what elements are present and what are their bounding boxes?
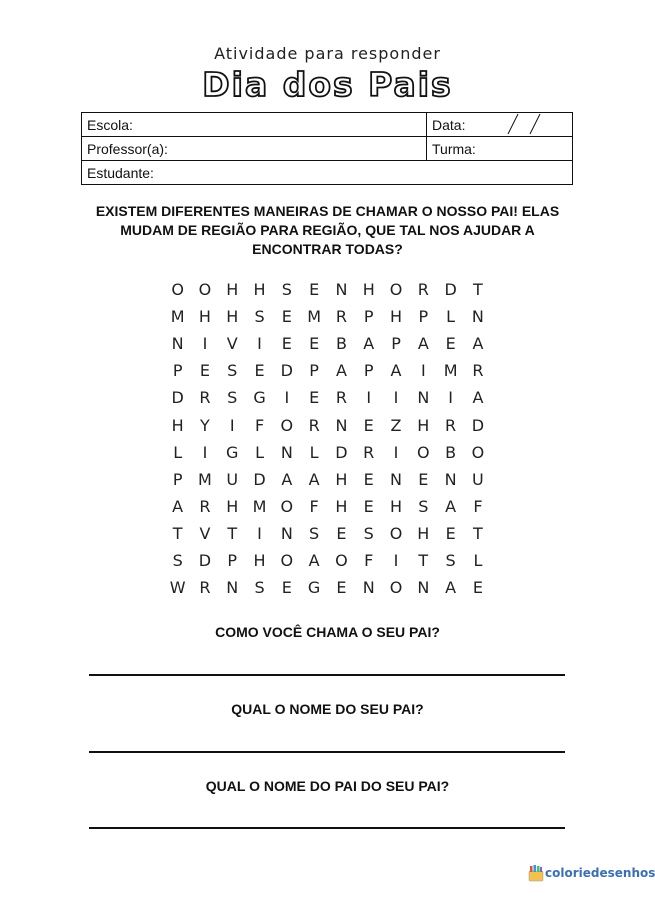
grid-letter[interactable]: N <box>280 442 293 462</box>
grid-letter[interactable]: R <box>363 442 375 462</box>
grid-letter[interactable]: R <box>445 415 457 435</box>
grid-letter[interactable]: Z <box>390 415 402 435</box>
grid-letter[interactable]: S <box>254 578 265 598</box>
crayon-box-icon <box>527 864 545 882</box>
grid-letter[interactable]: W <box>169 578 186 598</box>
grid-letter[interactable]: M <box>307 307 322 327</box>
grid-letter[interactable]: P <box>363 307 374 327</box>
grid-letter[interactable]: B <box>445 442 457 462</box>
grid-letter[interactable]: D <box>171 388 184 408</box>
grid-letter[interactable]: N <box>417 388 430 408</box>
grid-letter[interactable]: T <box>227 523 238 543</box>
grid-letter[interactable]: O <box>171 280 184 300</box>
grid-letter[interactable]: F <box>254 415 265 435</box>
grid-row <box>164 520 492 547</box>
grid-letter[interactable]: H <box>417 523 430 543</box>
grid-letter[interactable]: H <box>226 496 239 516</box>
grid-letter[interactable]: U <box>226 469 239 489</box>
grid-letter[interactable]: R <box>308 415 320 435</box>
grid-letter[interactable]: V <box>226 334 238 354</box>
grid-letter[interactable]: R <box>199 496 211 516</box>
grid-letter[interactable]: E <box>363 415 374 435</box>
grid-letter[interactable]: D <box>253 469 266 489</box>
grid-letter[interactable]: O <box>417 442 430 462</box>
grid-letter[interactable]: E <box>281 578 292 598</box>
grid-letter[interactable]: N <box>171 334 184 354</box>
grid-letter[interactable]: D <box>444 280 457 300</box>
grid-row <box>164 357 492 384</box>
grid-letter[interactable]: P <box>309 361 319 381</box>
grid-letter[interactable]: Y <box>200 415 210 435</box>
grid-letter[interactable]: I <box>257 334 262 354</box>
page-title <box>0 64 655 104</box>
grid-letter[interactable]: H <box>362 280 375 300</box>
grid-letter[interactable]: E <box>363 496 374 516</box>
grid-letter[interactable]: O <box>280 415 294 435</box>
grid-row <box>164 574 492 601</box>
grid-letter[interactable]: P <box>418 307 429 327</box>
page-title-text: Dia dos Pais <box>202 65 453 104</box>
grid-letter[interactable]: O <box>280 496 294 516</box>
grid-letter[interactable]: P <box>172 361 183 381</box>
grid-letter[interactable]: N <box>280 523 293 543</box>
grid-letter[interactable]: V <box>199 523 211 543</box>
grid-letter[interactable]: H <box>335 469 348 489</box>
grid-letter[interactable]: H <box>253 550 266 570</box>
grid-letter[interactable]: L <box>446 307 456 327</box>
grid-row <box>164 384 492 411</box>
grid-letter[interactable]: O <box>335 550 348 570</box>
grid-letter[interactable]: S <box>281 280 292 300</box>
grid-letter[interactable]: D <box>335 442 348 462</box>
footer-logo[interactable] <box>527 864 655 882</box>
grid-letter[interactable]: E <box>472 578 483 598</box>
grid-letter[interactable]: N <box>417 578 430 598</box>
question-3: QUAL O NOME DO PAI DO SEU PAI? <box>205 778 450 794</box>
grid-letter[interactable]: N <box>335 415 348 435</box>
grid-letter[interactable]: F <box>473 496 483 516</box>
grid-letter[interactable]: R <box>199 578 211 598</box>
grid-letter[interactable]: I <box>202 442 208 462</box>
footer-brand: coloriedesenhos <box>545 866 655 880</box>
question-2: QUAL O NOME DO SEU PAI? <box>231 701 424 717</box>
grid-letter[interactable]: A <box>472 388 484 408</box>
grid-letter[interactable]: M <box>252 496 267 516</box>
grid-letter[interactable]: E <box>445 523 456 543</box>
grid-letter[interactable]: E <box>363 469 374 489</box>
grid-letter[interactable]: S <box>309 523 320 543</box>
grid-letter[interactable]: T <box>473 280 483 300</box>
grid-letter[interactable]: S <box>172 550 183 570</box>
grid-letter[interactable]: E <box>281 307 292 327</box>
grid-letter[interactable]: L <box>473 550 483 570</box>
student-field[interactable] <box>82 161 573 185</box>
grid-letter[interactable]: A <box>308 469 320 489</box>
grid-letter[interactable]: I <box>448 388 453 408</box>
grid-letter[interactable]: G <box>226 442 239 462</box>
grid-letter[interactable]: O <box>389 578 403 598</box>
grid-letter[interactable]: I <box>202 334 208 354</box>
grid-letter[interactable]: E <box>336 578 347 598</box>
grid-letter[interactable]: S <box>227 361 238 381</box>
grid-row <box>164 466 492 493</box>
grid-letter[interactable]: A <box>390 361 402 381</box>
grid-letter[interactable]: D <box>471 415 485 435</box>
date-slash-1 <box>508 114 518 134</box>
grid-letter[interactable]: A <box>363 334 375 354</box>
grid-letter[interactable]: N <box>226 578 239 598</box>
grid-letter[interactable]: I <box>229 415 235 435</box>
grid-row <box>164 493 492 520</box>
class-label: Turma: <box>432 140 476 157</box>
grid-letter[interactable]: A <box>308 550 320 570</box>
grid-letter[interactable]: H <box>171 415 184 435</box>
grid-letter[interactable]: N <box>471 307 484 327</box>
grid-letter[interactable]: D <box>280 361 293 381</box>
word-search-grid <box>164 276 492 601</box>
teacher-label: Professor(a): <box>87 140 168 157</box>
grid-letter[interactable]: A <box>172 496 184 516</box>
grid-letter[interactable]: O <box>198 280 212 300</box>
grid-letter[interactable]: I <box>393 388 399 408</box>
grid-letter[interactable]: M <box>198 469 212 489</box>
grid-letter[interactable]: E <box>309 334 320 354</box>
grid-letter[interactable]: P <box>363 361 374 381</box>
grid-letter[interactable]: H <box>253 280 266 300</box>
grid-letter[interactable]: R <box>472 361 484 381</box>
instructions: EXISTEM DIFERENTES MANEIRAS DE CHAMAR O NOSSO PAI! ELAS MUDAM DE REGIÃO PARA REGIÃO, QUE TAL NOS AJUDAR A ENCONTRAR TODAS? <box>95 203 560 257</box>
grid-letter[interactable]: T <box>172 523 183 543</box>
grid-letter[interactable]: O <box>389 280 403 300</box>
grid-row <box>164 439 492 466</box>
grid-letter[interactable]: L <box>255 442 264 462</box>
grid-letter[interactable]: S <box>418 496 429 516</box>
grid-letter[interactable]: S <box>363 523 374 543</box>
grid-letter[interactable]: H <box>335 496 348 516</box>
grid-letter[interactable]: A <box>281 469 293 489</box>
subtitle: Atividade para responder <box>214 44 441 63</box>
date-label: Data: <box>432 116 466 133</box>
grid-letter[interactable]: I <box>420 361 426 381</box>
grid-letter[interactable]: N <box>335 280 348 300</box>
grid-letter[interactable]: N <box>444 469 457 489</box>
school-label: Escola: <box>87 116 133 133</box>
grid-letter[interactable]: E <box>336 523 347 543</box>
grid-letter[interactable]: T <box>418 550 429 570</box>
grid-letter[interactable]: P <box>391 334 401 354</box>
grid-letter[interactable]: A <box>445 578 457 598</box>
grid-letter[interactable]: I <box>257 523 262 543</box>
grid-row <box>164 547 492 574</box>
grid-letter[interactable]: N <box>390 469 402 489</box>
grid-letter[interactable]: H <box>226 307 239 327</box>
grid-letter[interactable]: O <box>471 442 485 462</box>
grid-letter[interactable]: I <box>284 388 290 408</box>
grid-letter[interactable]: I <box>366 388 372 408</box>
grid-letter[interactable]: P <box>227 550 238 570</box>
grid-letter[interactable]: E <box>199 361 210 381</box>
grid-letter[interactable]: E <box>309 388 320 408</box>
grid-letter[interactable]: E <box>309 280 320 300</box>
question-1: COMO VOCÊ CHAMA O SEU PAI? <box>215 624 440 640</box>
grid-letter[interactable]: R <box>335 388 347 408</box>
date-separators <box>490 112 560 138</box>
grid-letter[interactable]: S <box>254 307 265 327</box>
grid-row <box>164 303 492 330</box>
grid-letter[interactable]: A <box>335 361 347 381</box>
grid-letter[interactable]: H <box>390 496 403 516</box>
grid-letter[interactable]: G <box>253 388 266 408</box>
grid-letter[interactable]: E <box>281 334 292 354</box>
grid-letter[interactable]: H <box>417 415 430 435</box>
student-label: Estudante: <box>87 164 154 181</box>
grid-letter[interactable]: N <box>362 578 375 598</box>
grid-letter[interactable]: M <box>443 361 458 381</box>
grid-row <box>164 411 492 438</box>
grid-letter[interactable]: U <box>472 469 484 489</box>
grid-letter[interactable]: R <box>199 388 211 408</box>
grid-letter[interactable]: R <box>335 307 347 327</box>
grid-letter[interactable]: D <box>198 550 212 570</box>
grid-letter[interactable]: L <box>309 442 319 462</box>
grid-letter[interactable]: G <box>307 578 321 598</box>
grid-letter[interactable]: I <box>393 550 399 570</box>
teacher-field[interactable] <box>82 137 427 161</box>
grid-letter[interactable]: T <box>473 523 483 543</box>
grid-letter[interactable]: P <box>172 469 183 489</box>
grid-letter[interactable]: H <box>198 307 211 327</box>
grid-letter[interactable]: I <box>393 442 399 462</box>
grid-letter[interactable]: O <box>389 523 403 543</box>
grid-row <box>164 276 492 303</box>
grid-letter[interactable]: R <box>417 280 429 300</box>
grid-letter[interactable]: F <box>364 550 374 570</box>
answer-line-3[interactable] <box>89 827 565 829</box>
grid-letter[interactable]: A <box>417 334 429 354</box>
school-field[interactable] <box>82 113 427 137</box>
grid-letter[interactable]: A <box>472 334 484 354</box>
grid-letter[interactable]: M <box>170 307 185 327</box>
answer-line-1[interactable] <box>89 674 565 676</box>
date-slash-2 <box>530 114 540 134</box>
grid-letter[interactable]: S <box>227 388 238 408</box>
grid-letter[interactable]: E <box>254 361 265 381</box>
grid-letter[interactable]: E <box>445 334 456 354</box>
grid-letter[interactable]: E <box>418 469 429 489</box>
grid-letter[interactable]: F <box>309 496 319 516</box>
answer-line-2[interactable] <box>89 751 565 753</box>
grid-letter[interactable]: O <box>280 550 294 570</box>
grid-letter[interactable]: A <box>445 496 457 516</box>
grid-letter[interactable]: H <box>390 307 403 327</box>
grid-letter[interactable]: H <box>226 280 239 300</box>
class-field[interactable] <box>427 137 573 161</box>
grid-letter[interactable]: B <box>335 334 347 354</box>
grid-letter[interactable]: L <box>173 442 183 462</box>
grid-letter[interactable]: S <box>445 550 456 570</box>
grid-row <box>164 330 492 357</box>
